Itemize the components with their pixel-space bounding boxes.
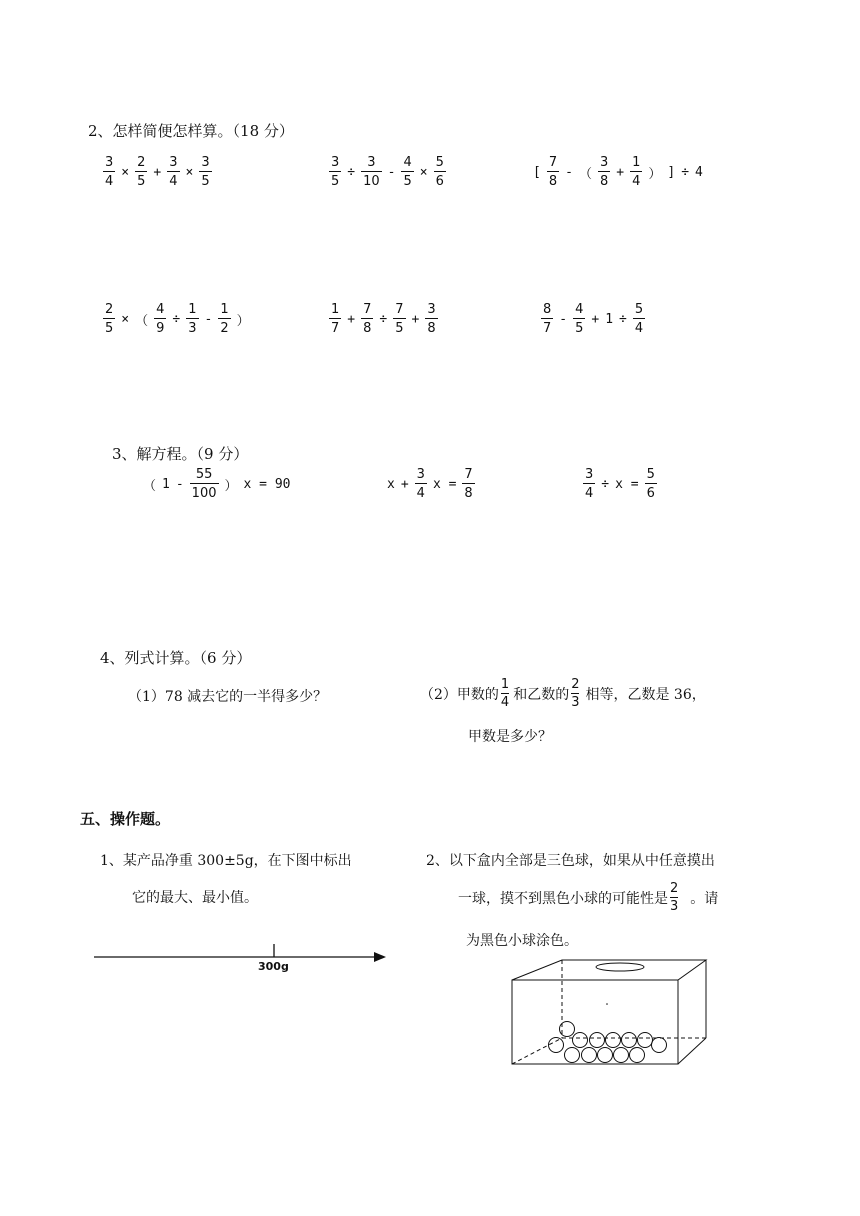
denominator: 5 <box>103 318 115 335</box>
operator: × <box>185 164 194 180</box>
fraction <box>501 678 509 709</box>
operator: + <box>411 311 420 327</box>
question-text: 相等，乙数是 36， <box>585 686 706 703</box>
ball <box>590 1033 605 1048</box>
numerator: 7 <box>395 302 404 317</box>
variable: x <box>387 476 395 492</box>
denominator: 5 <box>573 318 585 335</box>
numerator: 3 <box>105 155 114 170</box>
denominator: 10 <box>361 171 382 188</box>
numerator: 1 <box>188 302 197 317</box>
denominator: 8 <box>547 171 559 188</box>
operator: - <box>204 311 213 327</box>
denominator: 100 <box>190 483 219 500</box>
fraction <box>329 156 341 188</box>
question-text: 一球，摸不到黑色小球的可能性是 <box>458 890 668 907</box>
numerator: 4 <box>575 302 584 317</box>
fraction <box>633 303 645 335</box>
denominator: 4 <box>500 695 510 710</box>
equation-3-1 <box>140 468 293 500</box>
section2-heading: 2、怎样简便怎样算。（18 分） <box>88 122 294 140</box>
left-bracket: [ <box>533 164 541 180</box>
box-edge <box>678 1038 706 1064</box>
denominator: 4 <box>583 483 595 500</box>
ball <box>652 1038 667 1053</box>
question-5-1-line2: 它的最大、最小值。 <box>132 890 258 906</box>
right-paren: ） <box>224 478 238 494</box>
fraction <box>425 303 437 335</box>
equation-3-2 <box>384 468 478 500</box>
numerator: 8 <box>543 302 552 317</box>
question-4-1: （1）78 减去它的一半得多少？ <box>128 689 328 705</box>
fraction <box>218 303 230 335</box>
numerator: 1 <box>632 155 641 170</box>
numerator: 2 <box>105 302 114 317</box>
numerator: 7 <box>548 155 558 170</box>
fraction <box>186 303 198 335</box>
operator: + <box>400 476 409 492</box>
right-bracket: ] <box>667 164 676 180</box>
ball <box>549 1038 564 1053</box>
fraction <box>401 156 413 188</box>
dot <box>606 1003 608 1005</box>
question-text: 和乙数的 <box>513 686 570 703</box>
box-front-face <box>512 980 678 1064</box>
fraction <box>434 156 446 188</box>
question-4-2-line2: 甲数是多少？ <box>468 729 552 745</box>
question-text: （2）甲数的 <box>420 686 499 703</box>
fraction <box>670 882 678 913</box>
question-5-1-line1: 1、某产品净重 300±5g，在下图中标出 <box>100 853 352 869</box>
numerator: 2 <box>137 155 146 170</box>
operator: + <box>153 164 162 180</box>
numerator: 4 <box>403 155 412 170</box>
denominator: 3 <box>571 695 580 710</box>
denominator: 4 <box>103 171 115 188</box>
fraction <box>583 468 595 500</box>
section4-heading: 4、列式计算。（6 分） <box>100 649 252 667</box>
ball <box>614 1048 629 1063</box>
numerator: 3 <box>599 155 609 170</box>
denominator: 2 <box>218 318 230 335</box>
fraction <box>199 156 211 188</box>
number: 1 <box>162 476 170 492</box>
operator: × <box>419 164 428 180</box>
fraction <box>154 303 166 335</box>
denominator: 3 <box>670 899 679 914</box>
fraction <box>361 303 373 335</box>
equation-mid: x = <box>615 476 639 492</box>
numerator: 3 <box>169 155 178 170</box>
numerator: 3 <box>416 467 425 482</box>
numerator: 3 <box>201 155 210 170</box>
operator: ÷ <box>619 311 627 327</box>
operator: ÷ <box>681 164 690 180</box>
fraction <box>598 156 610 188</box>
equation-3-3 <box>580 468 660 500</box>
number: 4 <box>695 164 703 180</box>
question-text: 。请 <box>690 890 719 907</box>
ball <box>622 1033 637 1048</box>
section5-heading: 五、操作题。 <box>80 810 171 828</box>
fraction <box>462 468 474 500</box>
operator: - <box>559 311 568 327</box>
fraction <box>645 468 657 500</box>
axis-label: 300g <box>258 960 289 973</box>
expression-2-4 <box>100 303 253 335</box>
left-paren: （ <box>578 166 592 182</box>
operator: × <box>121 164 130 180</box>
operator: ÷ <box>601 476 610 492</box>
expression-2-2 <box>326 156 449 188</box>
numerator: 5 <box>646 467 655 482</box>
numerator: 1 <box>500 677 510 692</box>
numerator: 5 <box>634 302 644 317</box>
operator: ÷ <box>347 164 356 180</box>
operator: + <box>347 311 356 327</box>
operator: - <box>175 476 184 492</box>
denominator: 5 <box>393 318 405 335</box>
denominator: 7 <box>329 318 341 335</box>
left-paren: （ <box>135 313 149 329</box>
fraction <box>167 156 179 188</box>
fraction <box>541 303 553 335</box>
section3-heading: 3、解方程。（9 分） <box>112 445 249 463</box>
denominator: 7 <box>541 318 553 335</box>
ball <box>565 1048 580 1063</box>
operator: + <box>591 311 600 327</box>
denominator: 4 <box>633 318 645 335</box>
denominator: 8 <box>462 483 474 500</box>
denominator: 4 <box>167 171 179 188</box>
question-5-2-line3: 为黑色小球涂色。 <box>466 933 578 949</box>
numerator: 55 <box>195 467 213 482</box>
numerator: 2 <box>670 881 679 896</box>
expression-2-3 <box>530 156 706 188</box>
number-line <box>90 940 390 980</box>
fraction <box>103 303 115 335</box>
numerator: 2 <box>571 677 580 692</box>
fraction <box>571 678 579 709</box>
ball-box-diagram <box>500 958 720 1070</box>
expression-2-1 <box>100 156 215 188</box>
denominator: 5 <box>199 171 211 188</box>
operator: × <box>121 311 130 327</box>
equation-tail: x = 90 <box>243 476 291 492</box>
question-4-2 <box>420 678 706 709</box>
denominator: 4 <box>415 483 427 500</box>
operator: - <box>565 164 573 180</box>
expression-2-6 <box>538 303 648 335</box>
denominator: 6 <box>434 171 446 188</box>
denominator: 8 <box>425 318 437 335</box>
box-hidden-edge <box>512 1038 562 1064</box>
fraction <box>103 156 115 188</box>
ball <box>638 1033 653 1048</box>
ball <box>582 1048 597 1063</box>
numerator: 3 <box>585 467 594 482</box>
fraction <box>573 303 585 335</box>
ball <box>598 1048 613 1063</box>
denominator: 4 <box>630 171 642 188</box>
fraction <box>415 468 427 500</box>
fraction <box>393 303 405 335</box>
equation-mid: x = <box>432 476 457 492</box>
denominator: 5 <box>401 171 413 188</box>
operator: - <box>387 164 396 180</box>
numerator: 1 <box>220 302 229 317</box>
left-paren: （ <box>143 478 157 494</box>
number-line-arrow-icon <box>90 940 390 980</box>
fraction <box>135 156 147 188</box>
denominator: 5 <box>329 171 341 188</box>
numerator: 5 <box>435 155 444 170</box>
fraction <box>190 468 219 500</box>
numerator: 1 <box>331 302 340 317</box>
fraction <box>547 156 559 188</box>
fraction <box>361 156 382 188</box>
numerator: 7 <box>464 467 473 482</box>
fraction <box>630 156 642 188</box>
numerator: 3 <box>427 302 436 317</box>
right-paren: ） <box>236 313 250 329</box>
numerator: 3 <box>331 155 340 170</box>
operator: + <box>616 164 625 180</box>
question-5-2-line1: 2、以下盒内全部是三色球，如果从中任意摸出 <box>426 853 715 869</box>
numerator: 7 <box>363 302 372 317</box>
denominator: 9 <box>154 318 166 335</box>
ball <box>573 1033 588 1048</box>
denominator: 8 <box>361 318 373 335</box>
ball <box>630 1048 645 1063</box>
right-paren: ） <box>648 166 662 182</box>
number: 1 <box>605 311 614 327</box>
numerator: 3 <box>367 155 376 170</box>
fraction <box>329 303 341 335</box>
ball <box>606 1033 621 1048</box>
denominator: 5 <box>135 171 147 188</box>
operator: ÷ <box>379 311 388 327</box>
operator: ÷ <box>172 311 181 327</box>
denominator: 6 <box>645 483 657 500</box>
denominator: 8 <box>598 171 610 188</box>
expression-2-5 <box>326 303 441 335</box>
numerator: 4 <box>156 302 165 317</box>
denominator: 3 <box>186 318 198 335</box>
question-5-2-line2 <box>458 882 718 913</box>
box-opening <box>596 963 644 971</box>
ball <box>560 1022 575 1037</box>
